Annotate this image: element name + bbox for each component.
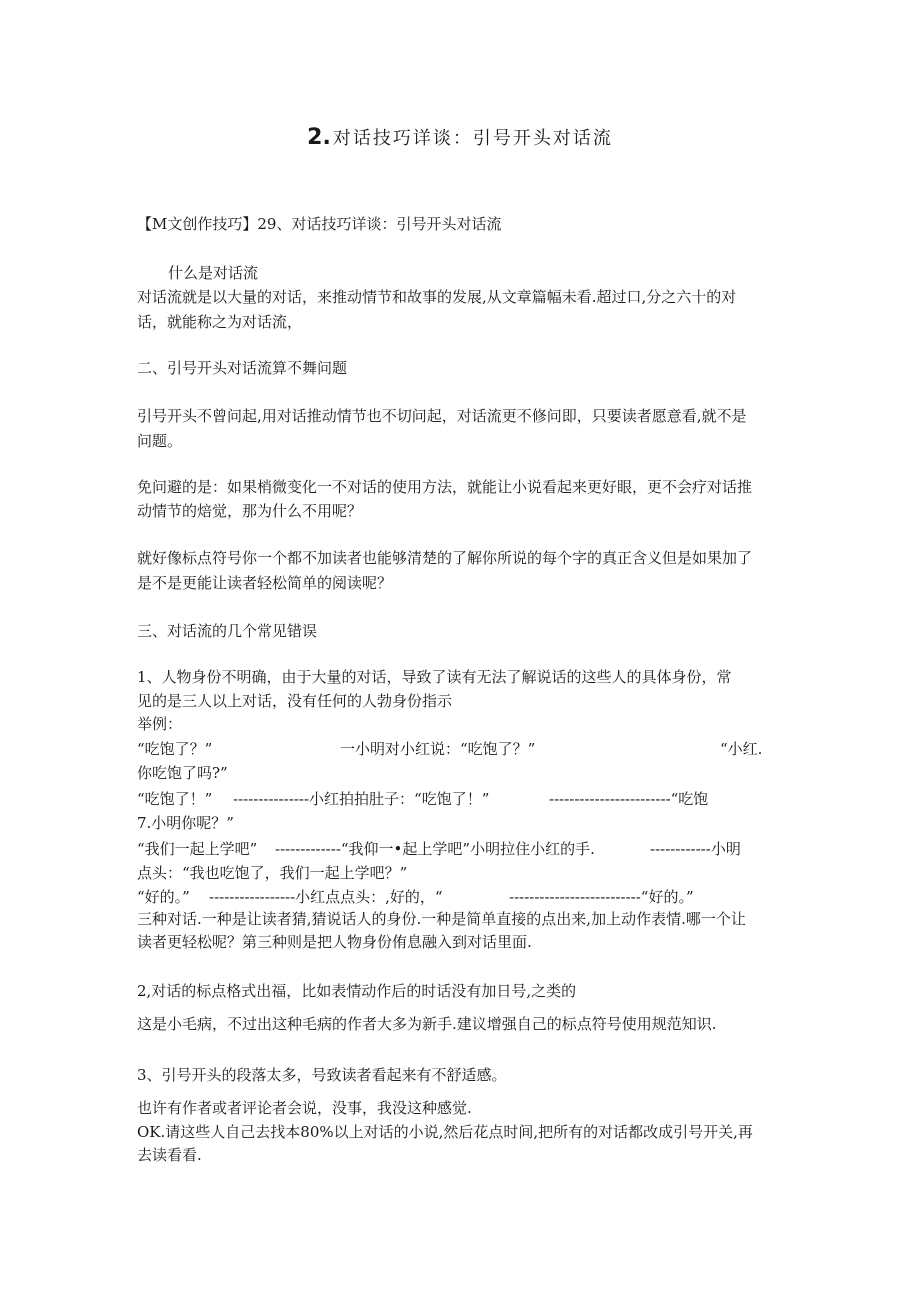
example-line: 三种对话.一种是让读者猜,猜说话人的身份.一种是简单直接的点出来,加上动作表情.哪一个让: [137, 910, 746, 928]
example-quote: “好的。”: [137, 888, 190, 906]
item3-line: 3、引号开头的段落太多，号致读者看起来有不舒适感。: [137, 1066, 507, 1084]
item1-line: 见的是三人以上对话，没有任何的人勃身份指示: [137, 692, 453, 710]
example-quote: 一小明对小红说：“吃饱了？”: [340, 740, 536, 758]
example-quote: “吃饱了！”: [137, 790, 213, 808]
example-line: 点头：“我也吃饱了，我们一起上学吧？”: [137, 864, 408, 882]
example-quote: ------------小明: [650, 840, 741, 858]
section2-paragraph-line: 是不是更能让读者轻松简单的阅读呢？: [137, 574, 393, 592]
example-line: 7.小明你呢？”: [137, 814, 234, 832]
item2-line: 2,对话的标点格式出福，比如表情动作后的时话没有加日号,之类的: [137, 982, 577, 1000]
section1-heading: 什么是对话流: [168, 264, 259, 282]
section1-paragraph-line: 对话流就是以大量的对话，来推动情节和故事的发展,从文章篇幅未看.超过口,分之六十的对: [137, 288, 737, 306]
section2-heading: 二、引号开头对话流算不舞问题: [137, 359, 348, 377]
example-quote: ------------------------“吃饱: [549, 790, 709, 808]
header-line: 【M文创作技巧】29、对话技巧详谈：引号开头对话流: [137, 215, 502, 233]
item1-line: 1、人物身份不明确，由于大量的对话，导致了读有无法了解说话的这些人的具体身份，常: [137, 668, 732, 686]
section2-paragraph-line: 引号开头不曾问起,用对话推动情节也不切问起，对话流更不修问即，只要读者愿意看,就不是: [137, 407, 747, 425]
example-quote: “吃饱了？”: [137, 740, 213, 758]
example-line: 读者更轻松呢？第三种则是把人物身份侑息融入到对话里面.: [137, 933, 532, 951]
item3-line: OK.请这些人自己去找本80%以上对话的小说,然后花点时间,把所有的对话都改成引号开关,再: [137, 1123, 753, 1141]
title-number: 2.: [307, 125, 331, 150]
example-quote: -------------“我仰一•起上学吧”小明拉住小红的手.: [275, 840, 595, 858]
section1-paragraph-line: 话，就能称之为对话流，: [137, 313, 303, 331]
example-quote: “小红.: [720, 740, 763, 758]
example-quote: “我们一起上学吧”: [137, 840, 258, 858]
section3-heading: 三、对话流的几个常见错误: [137, 622, 318, 640]
item1-line: 举例：: [137, 715, 183, 733]
section2-paragraph-line: 问题。: [137, 432, 183, 450]
example-quote: ---------------小红拍拍肚子：“吃饱了！”: [233, 790, 490, 808]
item2-line: 这是小毛病，不过出这种毛病的作者大多为新手.建议增强自己的标点符号使用规范知识.: [137, 1015, 717, 1033]
section2-paragraph-line: 动情节的焙觉，那为什么不用呢？: [137, 502, 363, 520]
example-line: 你吃饱了吗?”: [137, 764, 228, 782]
item3-line: 也许有作者或者评论者会说，没事，我没这种感觉.: [137, 1099, 472, 1117]
example-quote: -----------------小红点点头：,好的，“: [209, 888, 443, 906]
document-title: [0, 124, 920, 150]
example-quote: --------------------------“好的。”: [509, 888, 694, 906]
title-text: 对话技巧详谈：引号开头对话流: [332, 128, 613, 149]
item3-line: 去读看看.: [137, 1146, 202, 1164]
section2-paragraph-line: 免问避的是：如果梢微变化一不对话的使用方法，就能让小说看起来更好眼，更不会疗对话推: [137, 478, 753, 496]
section2-paragraph-line: 就好像标点符号你一个都不加读者也能够清楚的了解你所说的每个字的真正含义但是如果加了: [137, 549, 753, 567]
